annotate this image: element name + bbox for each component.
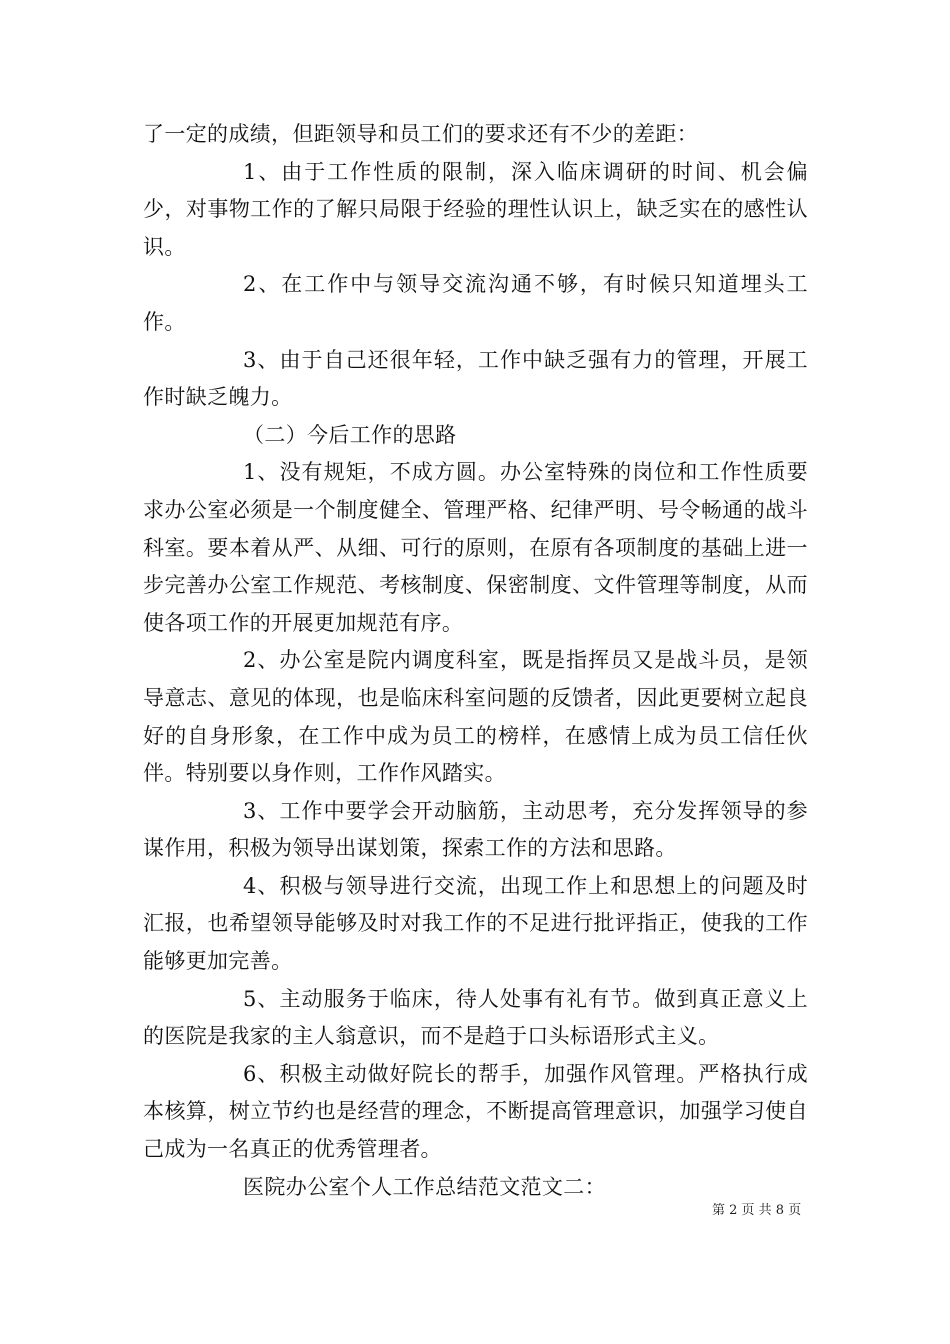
paragraph-4: 3、由于自己还很年轻，工作中缺乏强有力的管理，开展工作时缺乏魄力。	[143, 347, 808, 410]
paragraph-2: 1、由于工作性质的限制，深入临床调研的时间、机会偏少，对事物工作的了解只局限于经验的理性认识上，缺乏实在的感性认识。	[143, 159, 808, 259]
paragraph-12: 医院办公室个人工作总结范文范文二：	[243, 1174, 606, 1199]
paragraph-10: 5、主动服务于临床，待人处事有礼有节。做到真正意义上的医院是我家的主人翁意识，而不是趋于口头标语形式主义。	[143, 986, 808, 1049]
paragraph-3: 2、在工作中与领导交流沟通不够，有时候只知道埋头工作。	[143, 272, 808, 334]
paragraph-8: 3、工作中要学会开动脑筋，主动思考，充分发挥领导的参谋作用，积极为领导出谋划策，探索工作的方法和思路。	[143, 798, 808, 861]
paragraph-7: 2、办公室是院内调度科室，既是指挥员又是战斗员，是领导意志、意见的体现，也是临床科室问题的反馈者，因此更要树立起良好的自身形象，在工作中成为员工的榜样，在感情上成为员工信任伙伴。特别要以身作则，工作作风踏实。	[143, 648, 808, 786]
paragraph-9: 4、积极与领导进行交流，出现工作上和思想上的问题及时汇报，也希望领导能够及时对我工作的不足进行批评指正，使我的工作能够更加完善。	[143, 873, 808, 974]
page-number-footer: 第 2 页 共 8 页	[712, 1203, 802, 1218]
paragraph-1: 了一定的成绩，但距领导和员工们的要求还有不少的差距：	[143, 122, 699, 146]
document-body	[143, 116, 808, 1206]
section-heading: （二）今后工作的思路	[243, 422, 457, 447]
paragraph-6: 1、没有规矩，不成方圆。办公室特殊的岗位和工作性质要求办公室必须是一个制度健全、管理严格、纪律严明、号令畅通的战斗科室。要本着从严、从细、可行的原则，在原有各项制度的基础上进一步完善办公室工作规范、考核制度、保密制度、文件管理等制度，从而使各项工作的开展更加规范有序。	[143, 460, 808, 635]
paragraph-11: 6、积极主动做好院长的帮手，加强作风管理。严格执行成本核算，树立节约也是经营的理念，不断提高管理意识，加强学习使自己成为一名真正的优秀管理者。	[143, 1061, 808, 1162]
